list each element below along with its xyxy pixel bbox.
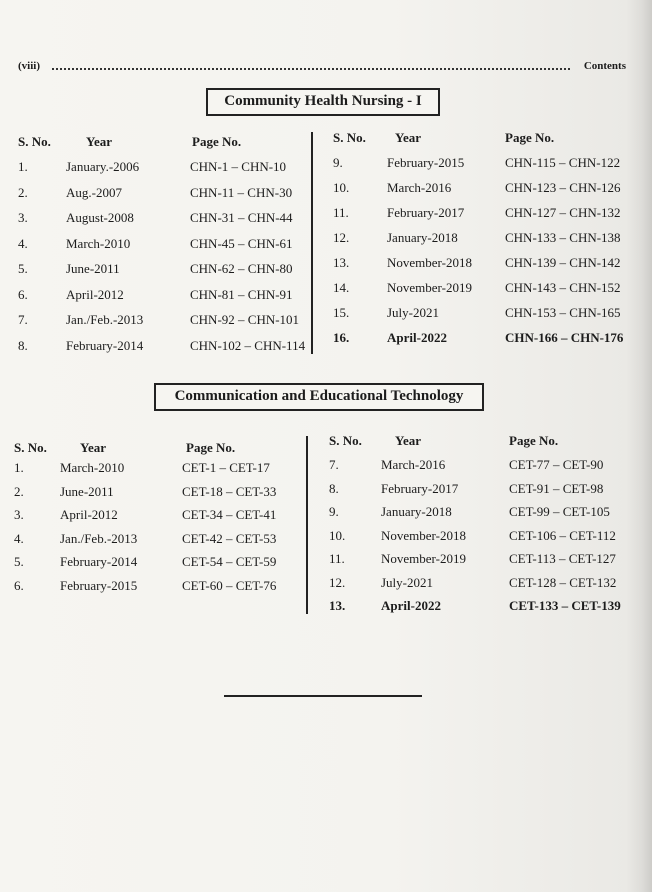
row-page: CHN-31 – CHN-44 xyxy=(190,210,293,225)
row-sno: 13. xyxy=(333,255,350,270)
row-year: March-2016 xyxy=(387,180,452,195)
dotted-leader xyxy=(52,68,570,70)
row-page: CHN-133 – CHN-138 xyxy=(505,230,621,245)
row-page: CET-106 – CET-112 xyxy=(509,527,616,543)
table-row xyxy=(333,180,633,196)
table-row xyxy=(14,578,304,594)
row-year: July-2021 xyxy=(381,574,433,590)
row-year: January.-2006 xyxy=(66,159,140,174)
col-page-header: Page No. xyxy=(509,433,559,448)
table-header xyxy=(329,433,629,449)
table-row xyxy=(14,460,304,476)
row-page: CHN-11 – CHN-30 xyxy=(190,184,293,200)
row-sno: 6. xyxy=(18,286,28,302)
row-page: CET-99 – CET-105 xyxy=(509,504,610,519)
row-sno: 1. xyxy=(14,460,24,475)
table-row xyxy=(329,551,629,567)
row-year: January-2018 xyxy=(387,230,458,245)
row-page: CET-128 – CET-132 xyxy=(509,574,617,590)
row-page: CET-133 – CET-139 xyxy=(509,598,621,613)
row-sno: 3. xyxy=(18,210,28,225)
col-year-header: Year xyxy=(80,440,106,455)
table-row xyxy=(14,507,304,523)
table-row xyxy=(333,330,633,346)
table-row xyxy=(329,598,629,614)
table-row xyxy=(329,528,629,544)
row-page: CET-113 – CET-127 xyxy=(509,551,616,566)
table-row xyxy=(18,236,308,252)
row-sno: 8. xyxy=(18,337,28,353)
table-row xyxy=(333,155,633,171)
row-page: CHN-1 – CHN-10 xyxy=(190,159,287,174)
row-sno: 9. xyxy=(329,504,339,519)
row-year: April-2022 xyxy=(387,330,447,345)
row-year: April-2012 xyxy=(60,507,118,522)
row-year: February-2017 xyxy=(381,480,459,496)
row-year: November-2019 xyxy=(387,280,472,295)
table-header xyxy=(18,134,308,150)
col-sno-header: S. No. xyxy=(329,433,362,448)
row-sno: 7. xyxy=(18,312,28,327)
table-row xyxy=(18,261,308,277)
col-sno-header: S. No. xyxy=(333,130,366,145)
col-page-header: Page No. xyxy=(186,440,236,455)
section2-right-table xyxy=(329,433,629,623)
table-header xyxy=(333,130,633,146)
row-year: November-2018 xyxy=(381,527,466,543)
row-page: CET-34 – CET-41 xyxy=(182,507,277,522)
table-row xyxy=(18,185,308,201)
row-page: CET-77 – CET-90 xyxy=(509,457,604,472)
row-year: January-2018 xyxy=(381,504,452,519)
row-sno: 16. xyxy=(333,330,350,345)
row-year: Jan./Feb.-2013 xyxy=(60,530,138,546)
column-divider xyxy=(306,436,308,614)
row-sno: 7. xyxy=(329,457,339,472)
table-row xyxy=(333,255,633,271)
table-row xyxy=(18,159,308,175)
row-sno: 3. xyxy=(14,507,24,522)
row-sno: 10. xyxy=(329,527,346,543)
table-row xyxy=(333,305,633,321)
row-year: July-2021 xyxy=(387,305,439,320)
row-sno: 4. xyxy=(18,235,28,251)
section1-left-table xyxy=(18,134,308,356)
row-sno: 15. xyxy=(333,305,350,320)
row-sno: 9. xyxy=(333,155,343,170)
table-row xyxy=(329,481,629,497)
row-sno: 8. xyxy=(329,480,339,496)
row-sno: 5. xyxy=(14,554,24,569)
col-sno-header: S. No. xyxy=(14,440,47,455)
row-page: CHN-166 – CHN-176 xyxy=(505,330,624,345)
row-year: February-2017 xyxy=(387,205,465,220)
table-row xyxy=(18,210,308,226)
row-year: November-2019 xyxy=(381,551,466,566)
row-page: CHN-81 – CHN-91 xyxy=(190,286,293,302)
row-page: CET-60 – CET-76 xyxy=(182,577,277,593)
column-divider xyxy=(311,132,313,354)
row-sno: 11. xyxy=(333,205,349,220)
row-page: CET-54 – CET-59 xyxy=(182,554,277,569)
table-row xyxy=(14,554,304,570)
row-year: April-2012 xyxy=(66,286,124,302)
row-page: CHN-92 – CHN-101 xyxy=(190,312,300,327)
row-page: CET-42 – CET-53 xyxy=(182,530,277,546)
section1-title: Community Health Nursing - I xyxy=(206,88,440,116)
row-sno: 14. xyxy=(333,280,350,295)
row-page: CHN-127 – CHN-132 xyxy=(505,205,621,220)
row-year: March-2016 xyxy=(381,457,446,472)
row-year: August-2008 xyxy=(66,210,134,225)
running-header xyxy=(18,60,626,74)
row-page: CHN-102 – CHN-114 xyxy=(190,337,306,353)
row-sno: 12. xyxy=(333,230,350,245)
row-year: March-2010 xyxy=(66,235,131,251)
section2-title: Communication and Educational Technology xyxy=(154,383,484,411)
row-sno: 13. xyxy=(329,598,346,613)
table-row xyxy=(18,338,308,354)
col-sno-header: S. No. xyxy=(18,134,51,149)
table-row xyxy=(18,287,308,303)
col-year-header: Year xyxy=(395,130,421,145)
table-row xyxy=(18,312,308,328)
row-year: Aug.-2007 xyxy=(66,184,122,200)
row-year: March-2010 xyxy=(60,460,125,475)
end-rule xyxy=(224,695,422,697)
section1-right-table xyxy=(333,130,633,352)
row-year: February-2015 xyxy=(60,577,138,593)
row-year: June-2011 xyxy=(66,261,120,276)
row-sno: 4. xyxy=(14,530,24,546)
row-sno: 12. xyxy=(329,574,346,590)
row-page: CET-91 – CET-98 xyxy=(509,480,604,496)
row-page: CET-18 – CET-33 xyxy=(182,483,277,499)
table-row xyxy=(329,457,629,473)
page-number: (viii) xyxy=(18,60,40,72)
row-sno: 6. xyxy=(14,577,24,593)
row-page: CHN-143 – CHN-152 xyxy=(505,280,621,295)
row-year: November-2018 xyxy=(387,255,472,270)
row-sno: 2. xyxy=(18,184,28,200)
row-page: CHN-115 – CHN-122 xyxy=(505,155,621,170)
row-year: February-2014 xyxy=(66,337,144,353)
row-page: CHN-139 – CHN-142 xyxy=(505,255,621,270)
row-year: June-2011 xyxy=(60,483,114,499)
table-row xyxy=(333,280,633,296)
row-page: CET-1 – CET-17 xyxy=(182,460,270,475)
row-year: February-2014 xyxy=(60,554,138,569)
table-row xyxy=(14,484,304,500)
table-row xyxy=(329,575,629,591)
row-sno: 2. xyxy=(14,483,24,499)
row-page: CHN-45 – CHN-61 xyxy=(190,235,293,251)
table-row xyxy=(333,230,633,246)
table-header xyxy=(14,440,304,456)
col-page-header: Page No. xyxy=(192,134,242,149)
row-year: February-2015 xyxy=(387,155,465,170)
row-sno: 1. xyxy=(18,159,28,174)
col-year-header: Year xyxy=(86,134,112,149)
row-year: April-2022 xyxy=(381,598,441,613)
col-page-header: Page No. xyxy=(505,130,555,145)
row-sno: 10. xyxy=(333,180,350,195)
row-year: Jan./Feb.-2013 xyxy=(66,312,144,327)
section2-left-table xyxy=(14,440,304,600)
row-page: CHN-123 – CHN-126 xyxy=(505,180,621,195)
row-page: CHN-153 – CHN-165 xyxy=(505,305,621,320)
col-year-header: Year xyxy=(395,433,421,448)
row-sno: 11. xyxy=(329,551,345,566)
row-page: CHN-62 – CHN-80 xyxy=(190,261,293,276)
row-sno: 5. xyxy=(18,261,28,276)
table-row xyxy=(329,504,629,520)
table-row xyxy=(333,205,633,221)
section-label: Contents xyxy=(583,60,626,72)
table-row xyxy=(14,531,304,547)
